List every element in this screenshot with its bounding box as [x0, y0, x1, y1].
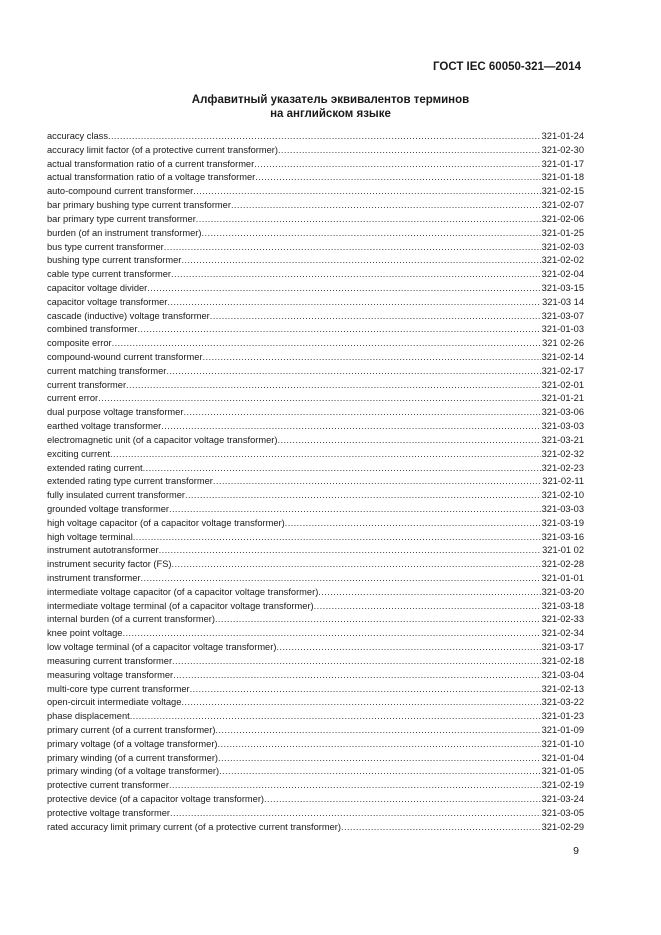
index-entry	[47, 241, 584, 255]
index-ref: 321-01-09	[541, 724, 584, 735]
index-entry	[47, 807, 584, 821]
index-ref: 321-02-06	[541, 213, 584, 224]
index-term: actual transformation ratio of a current transformer	[47, 158, 255, 169]
index-ref: 321-02-33	[541, 614, 584, 625]
index-entry	[47, 213, 584, 227]
index-entry	[47, 158, 584, 172]
index-entry	[47, 696, 584, 710]
index-entry	[47, 351, 584, 365]
dot-leader	[218, 752, 541, 766]
index-ref: 321-02-29	[541, 821, 584, 832]
index-term: measuring voltage transformer	[47, 669, 174, 680]
index-ref: 321-03-06	[541, 407, 584, 418]
index-term: intermediate voltage terminal (of a capacitor voltage transformer)	[47, 600, 314, 611]
title-line-2: на английском языке	[270, 108, 391, 120]
index-term: accuracy class	[47, 131, 108, 141]
dot-leader	[166, 365, 540, 379]
index-entry	[47, 558, 584, 572]
index-entry	[47, 268, 584, 282]
index-entry	[47, 489, 584, 503]
index-ref: 321-02-13	[541, 683, 584, 694]
index-term: instrument security factor (FS)	[47, 559, 172, 570]
index-ref: 321-03 14	[542, 296, 584, 307]
index-term: compound-wound current transformer	[47, 352, 203, 362]
index-term: extended rating type current transformer	[47, 476, 213, 487]
index-term: rated accuracy limit primary current (of a protective current transformer)	[47, 821, 341, 832]
dot-leader	[173, 669, 541, 683]
index-term: burden (of an instrument transformer)	[47, 227, 202, 238]
index-entry	[47, 544, 584, 558]
page-title	[0, 93, 661, 121]
index-entry	[47, 710, 584, 724]
index-term: primary voltage (of a voltage transformer)	[47, 738, 218, 749]
index-ref: 321-02-14	[541, 352, 584, 362]
index-term: current matching transformer	[47, 365, 167, 376]
dot-leader	[231, 199, 541, 213]
index-term: auto-compound current transformer	[47, 186, 194, 197]
index-term: open-circuit intermediate voltage	[47, 697, 182, 708]
dot-leader	[98, 392, 540, 406]
index-ref: 321-02-30	[541, 144, 584, 155]
index-ref: 321-01-03	[541, 324, 584, 335]
index-ref: 321-03-05	[541, 807, 584, 818]
index-term: electromagnetic unit (of a capacitor voltage transformer)	[47, 434, 278, 445]
dot-leader	[183, 406, 540, 420]
index-term: primary winding (of a voltage transformer)	[47, 766, 220, 777]
index-term: instrument transformer	[47, 573, 141, 583]
index-term: fully insulated current transformer	[47, 490, 185, 501]
index-ref: 321-03-04	[541, 669, 584, 680]
dot-leader	[110, 448, 541, 462]
dot-leader	[141, 572, 541, 586]
index-ref: 321-03-03	[541, 421, 584, 432]
index-ref: 321-01-10	[541, 738, 584, 749]
dot-leader	[341, 821, 541, 835]
index-entry	[47, 641, 584, 655]
index-entry	[47, 448, 584, 462]
index-entry	[47, 434, 584, 448]
index-entry	[47, 323, 584, 337]
index-term: instrument autotransformer	[47, 545, 159, 556]
index-term: measuring current transformer	[47, 655, 173, 666]
dot-leader	[202, 227, 541, 241]
index-ref: 321-01-01	[541, 573, 584, 583]
index-entry	[47, 475, 584, 489]
dot-leader	[181, 696, 540, 710]
index-term: extended rating current	[47, 462, 143, 473]
index-term: combined transformer	[47, 324, 138, 335]
index-ref: 321-03-21	[541, 434, 584, 445]
index-ref: 321-02-03	[541, 241, 584, 252]
index-entry	[47, 738, 584, 752]
index-entry	[47, 282, 584, 296]
dot-leader	[318, 586, 540, 600]
index-ref: 321-03-16	[541, 531, 584, 542]
index-ref: 321-03-20	[541, 586, 584, 597]
dot-leader	[193, 185, 540, 199]
index-entry	[47, 683, 584, 697]
index-entry	[47, 144, 584, 158]
index-entry	[47, 406, 584, 420]
index-ref: 321-03-18	[541, 600, 584, 611]
index-ref: 321-01-23	[541, 711, 584, 722]
index-term: current transformer	[47, 379, 127, 390]
dot-leader	[219, 765, 541, 779]
index-ref: 321-02-18	[541, 655, 584, 666]
dot-leader	[169, 503, 541, 517]
index-ref: 321-01-18	[541, 172, 584, 183]
dot-leader	[164, 241, 541, 255]
index-entry	[47, 365, 584, 379]
index-term: internal burden (of a current transformer)	[47, 614, 215, 625]
dot-leader	[108, 130, 541, 144]
index-entry	[47, 337, 584, 351]
index-ref: 321-02-19	[541, 780, 584, 791]
dot-leader	[172, 558, 541, 572]
index-ref: 321-02-15	[541, 186, 584, 197]
index-ref: 321-01-17	[541, 158, 584, 169]
index-entry	[47, 669, 584, 683]
index-term: protective current transformer	[47, 780, 169, 791]
index-ref: 321 02-26	[542, 338, 584, 349]
index-term: knee point voltage	[47, 628, 123, 639]
dot-leader	[213, 475, 541, 489]
dot-leader	[218, 738, 541, 752]
dot-leader	[143, 462, 541, 476]
index-ref: 321-03-07	[541, 310, 584, 321]
index-ref: 321-01-04	[541, 752, 584, 763]
index-entry	[47, 420, 584, 434]
index-entry	[47, 627, 584, 641]
dot-leader	[254, 158, 540, 172]
index-term: intermediate voltage capacitor (of a capacitor voltage transformer)	[47, 586, 319, 597]
index-entry	[47, 752, 584, 766]
dot-leader	[169, 779, 541, 793]
index-ref: 321-02-17	[541, 365, 584, 376]
index-ref: 321-02-32	[541, 448, 584, 459]
index-ref: 321-03-19	[541, 517, 584, 528]
dot-leader	[171, 268, 541, 282]
index-entry	[47, 199, 584, 213]
index-term: primary current (of a current transformer)	[47, 724, 216, 735]
index-term: bus type current transformer	[47, 241, 164, 252]
term-index-list	[47, 130, 584, 834]
index-term: protective voltage transformer	[47, 807, 170, 818]
dot-leader	[215, 613, 541, 627]
dot-leader	[276, 641, 540, 655]
dot-leader	[133, 531, 541, 545]
dot-leader	[285, 517, 541, 531]
index-term: high voltage capacitor (of a capacitor voltage transformer)	[47, 517, 285, 528]
dot-leader	[126, 379, 541, 393]
index-entry	[47, 572, 584, 586]
index-term: bar primary bushing type current transformer	[47, 200, 231, 211]
index-ref: 321-02-11	[542, 476, 584, 487]
index-ref: 321-02-07	[541, 200, 584, 211]
dot-leader	[137, 323, 540, 337]
dot-leader	[196, 213, 541, 227]
index-term: cable type current transformer	[47, 269, 172, 280]
index-term: dual purpose voltage transformer	[47, 407, 184, 418]
index-ref: 321-02-28	[541, 559, 584, 570]
dot-leader	[185, 489, 541, 503]
index-entry	[47, 379, 584, 393]
index-term: composite error	[47, 338, 112, 349]
dot-leader	[122, 627, 540, 641]
dot-leader	[215, 724, 540, 738]
index-entry	[47, 227, 584, 241]
index-entry	[47, 517, 584, 531]
dot-leader	[112, 337, 542, 351]
index-entry	[47, 613, 584, 627]
index-ref: 321-03-15	[541, 282, 584, 293]
index-ref: 321-01-05	[541, 766, 584, 777]
dot-leader	[167, 296, 541, 310]
index-ref: 321-03-03	[541, 503, 584, 514]
index-ref: 321-03-22	[541, 697, 584, 708]
index-term: grounded voltage transformer	[47, 503, 169, 514]
index-term: exciting current	[47, 448, 111, 459]
index-ref: 321-02-34	[541, 628, 584, 639]
index-entry	[47, 392, 584, 406]
index-term: earthed voltage transformer	[47, 421, 162, 432]
index-entry	[47, 765, 584, 779]
index-entry	[47, 462, 584, 476]
index-ref: 321-03-24	[541, 794, 584, 804]
standard-code: ГОСТ IEC 60050-321—2014	[433, 61, 581, 73]
index-ref: 321-01-25	[541, 227, 584, 238]
dot-leader	[130, 710, 541, 724]
dot-leader	[172, 655, 541, 669]
dot-leader	[277, 434, 540, 448]
index-entry	[47, 171, 584, 185]
index-term: capacitor voltage transformer	[47, 296, 168, 307]
index-term: cascade (inductive) voltage transformer	[47, 310, 210, 321]
page-number: 9	[573, 845, 579, 857]
index-term: bushing type current transformer	[47, 255, 182, 266]
index-entry	[47, 600, 584, 614]
index-term: capacitor voltage divider	[47, 282, 148, 293]
dot-leader	[147, 282, 540, 296]
index-term: protective device (of a capacitor voltage transformer)	[47, 794, 265, 804]
index-ref: 321-01 02	[542, 545, 584, 556]
dot-leader	[159, 544, 542, 558]
dot-leader	[161, 420, 540, 434]
index-ref: 321-01-24	[541, 131, 584, 141]
index-entry	[47, 310, 584, 324]
dot-leader	[190, 683, 541, 697]
index-term: actual transformation ratio of a voltage transformer	[47, 172, 256, 183]
index-ref: 321-02-10	[541, 490, 584, 501]
dot-leader	[314, 600, 541, 614]
index-term: primary winding (of a current transformer)	[47, 752, 219, 763]
index-term: current error	[47, 393, 99, 404]
index-entry	[47, 503, 584, 517]
index-term: multi-core type current transformer	[47, 683, 190, 694]
dot-leader	[210, 310, 541, 324]
index-entry	[47, 793, 584, 807]
title-line-1: Алфавитный указатель эквивалентов терминов	[191, 94, 470, 106]
index-term: high voltage terminal	[47, 531, 133, 542]
dot-leader	[255, 171, 540, 185]
index-entry	[47, 296, 584, 310]
index-term: accuracy limit factor (of a protective current transformer)	[47, 144, 278, 155]
dot-leader	[170, 807, 541, 821]
index-term: phase displacement	[47, 711, 130, 722]
index-entry	[47, 724, 584, 738]
index-entry	[47, 130, 584, 144]
index-entry	[47, 586, 584, 600]
dot-leader	[264, 793, 541, 807]
index-term: bar primary type current transformer	[47, 213, 196, 224]
index-entry	[47, 254, 584, 268]
index-ref: 321-01-21	[541, 393, 584, 404]
index-entry	[47, 821, 584, 835]
index-ref: 321-02-01	[541, 379, 584, 390]
index-ref: 321-02-02	[541, 255, 584, 266]
index-entry	[47, 531, 584, 545]
index-entry	[47, 185, 584, 199]
index-ref: 321-02-04	[541, 269, 584, 280]
index-ref: 321-02-23	[541, 462, 584, 473]
index-ref: 321-03-17	[541, 642, 584, 653]
index-entry	[47, 655, 584, 669]
index-term: low voltage terminal (of a capacitor voltage transformer)	[47, 642, 277, 653]
dot-leader	[203, 351, 541, 365]
dot-leader	[181, 254, 540, 268]
dot-leader	[278, 144, 541, 158]
index-entry	[47, 779, 584, 793]
